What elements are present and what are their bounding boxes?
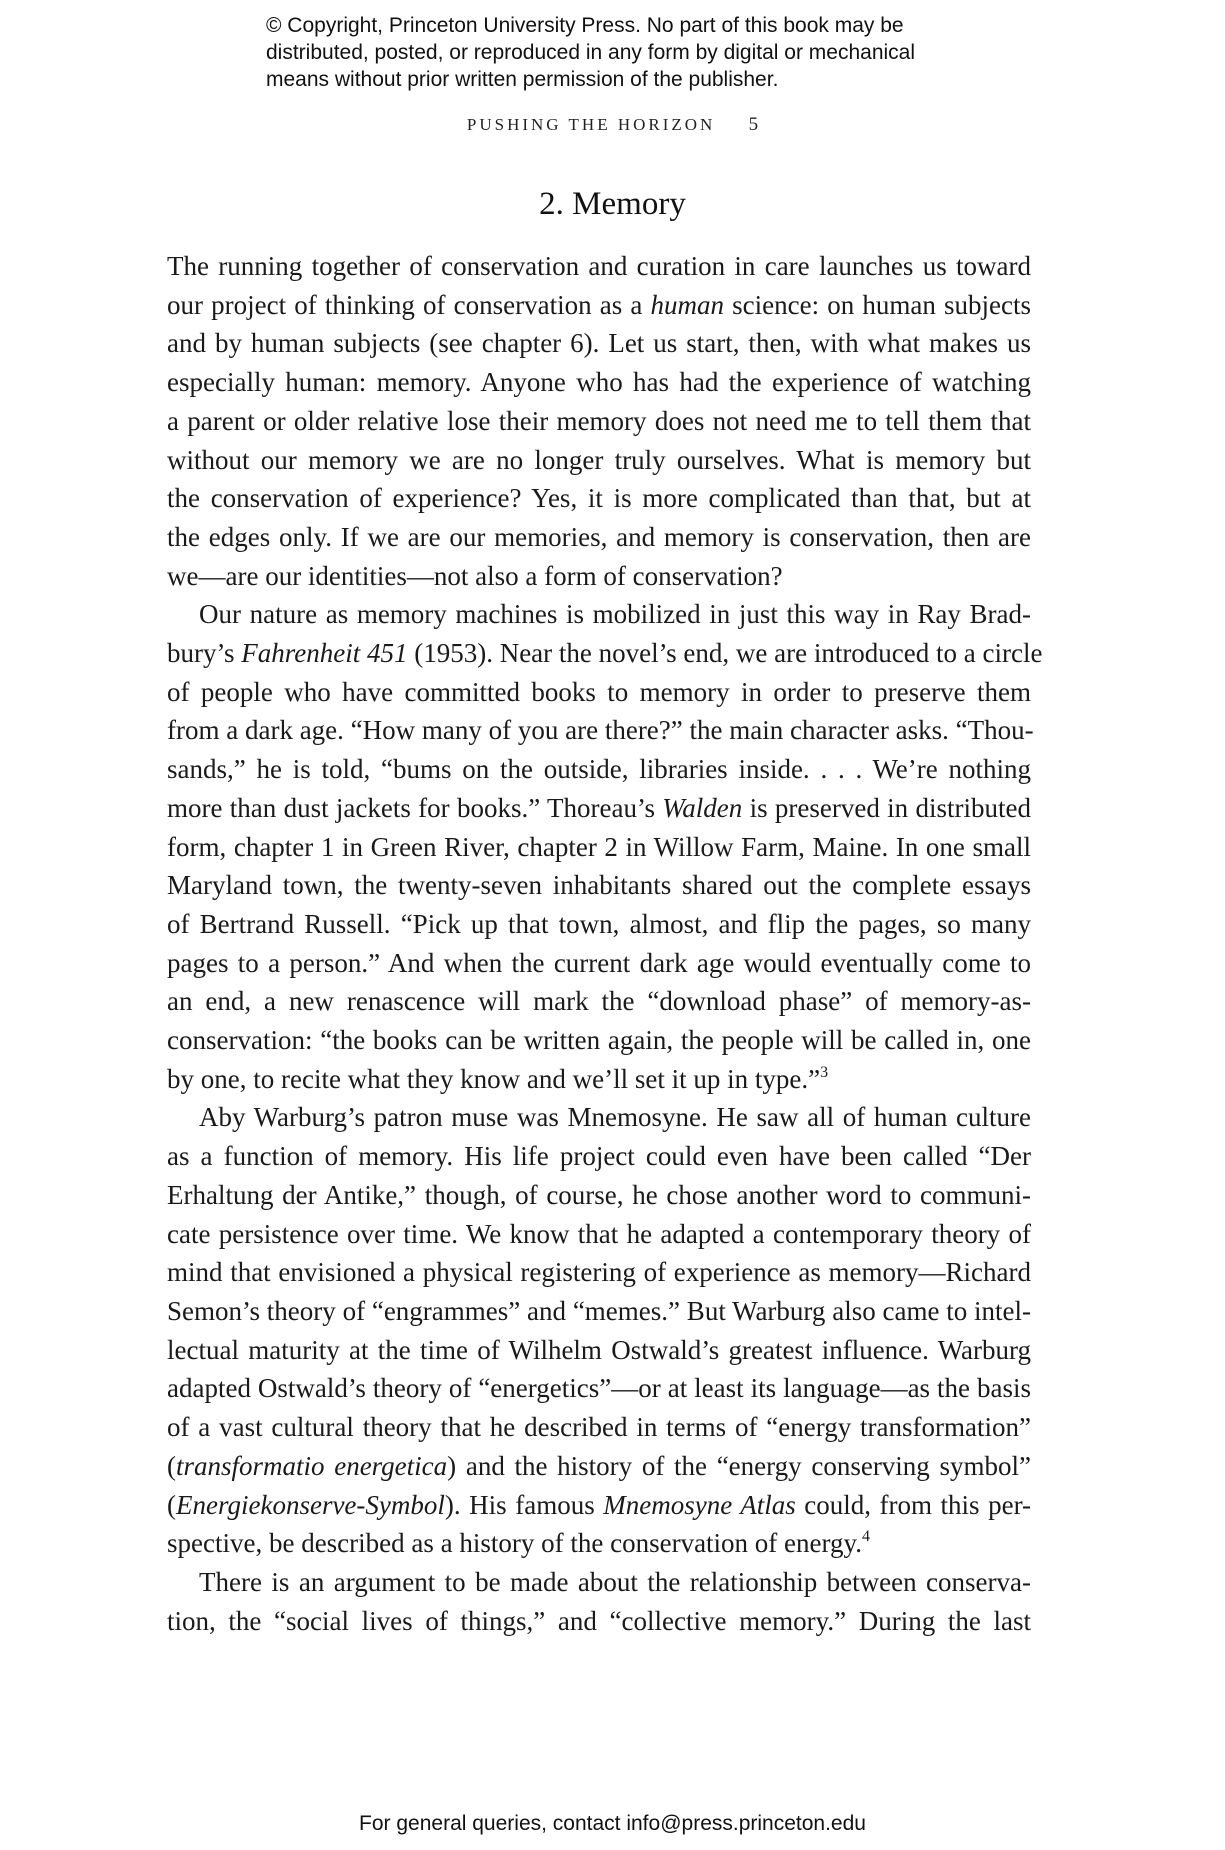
text-line: of Bertrand Russell. “Pick up that town, almost, and flip the pages, so many bbox=[167, 908, 1031, 939]
text-line: a parent or older relative lose their memory does not need me to tell them that bbox=[167, 405, 1031, 436]
text-line: Aby Warburg’s patron muse was Mnemosyne. He saw all of human culture bbox=[199, 1102, 1031, 1133]
copyright-line: distributed, posted, or reproduced in any form by digital or mechanical bbox=[266, 41, 916, 64]
text-line: tion, the “social lives of things,” and “collective memory.” During the last bbox=[167, 1605, 1031, 1636]
text-line: Erhaltung der Antike,” though, of course, he chose another word to communi- bbox=[167, 1179, 1031, 1210]
running-head bbox=[0, 114, 1225, 136]
text-line: by one, to recite what they know and we’ll set it up in type.”$^3$ bbox=[167, 1063, 829, 1094]
copyright-notice bbox=[266, 12, 986, 93]
text-line: The running together of conservation and curation in care launches us toward bbox=[167, 251, 1031, 281]
italic-text: Energiekonserve-Symbol bbox=[176, 1489, 445, 1520]
text-line: lectual maturity at the time of Wilhelm Ostwald’s greatest influence. Warburg bbox=[167, 1334, 1031, 1365]
page-number: 5 bbox=[748, 114, 759, 135]
paragraph bbox=[167, 595, 1043, 1098]
paragraph bbox=[167, 1098, 1031, 1562]
footnote-marker: 3 bbox=[820, 1063, 829, 1081]
body-text bbox=[167, 247, 1043, 1640]
text-line: mind that envisioned a physical registering of experience as memory—Richard bbox=[167, 1257, 1031, 1288]
text-line: conservation: “the books can be written again, the people will be called in, one bbox=[167, 1025, 1031, 1056]
italic-text: Mnemosyne Atlas bbox=[603, 1489, 796, 1520]
footer-contact: For general queries, contact info@press.princeton.edu bbox=[359, 1812, 866, 1835]
text-line: form, chapter 1 in Green River, chapter 2 in Willow Farm, Maine. In one small bbox=[167, 831, 1031, 862]
text-line: pages to a person.” And when the current dark age would eventually come to bbox=[167, 947, 1031, 978]
italic-text: human bbox=[650, 289, 725, 320]
text-line: Our nature as memory machines is mobilized in just this way in Ray Brad- bbox=[199, 599, 1031, 630]
text-line: the conservation of experience? Yes, it is more complicated than that, but at bbox=[167, 483, 1031, 514]
copyright-line: means without prior written permission of the publisher. bbox=[266, 68, 779, 91]
text-line: we—are our identities—not also a form of conservation? bbox=[167, 560, 783, 591]
text-line: sands,” he is told, “bums on the outside, libraries inside. . . . We’re nothing bbox=[167, 754, 1031, 785]
text-line: of a vast cultural theory that he described in terms of “energy transformation” bbox=[167, 1412, 1031, 1443]
text-line: Semon’s theory of “engrammes” and “memes.” But Warburg also came to intel- bbox=[167, 1295, 1031, 1326]
text-line: adapted Ostwald’s theory of “energetics”—or at least its language—as the basis bbox=[167, 1373, 1031, 1404]
text-line: cate persistence over time. We know that he adapted a contemporary theory of bbox=[167, 1218, 1031, 1249]
italic-text: Fahrenheit 451 bbox=[241, 638, 408, 669]
text-line: without our memory we are no longer truly ourselves. What is memory but bbox=[167, 444, 1031, 475]
text-line: Maryland town, the twenty-seven inhabitants shared out the complete essays bbox=[167, 870, 1031, 901]
text-line: especially human: memory. Anyone who has had the experience of watching bbox=[167, 367, 1031, 398]
text-line: and by human subjects (see chapter 6). Let us start, then, with what makes us bbox=[167, 328, 1031, 359]
text-line: from a dark age. “How many of you are there?” the main character asks. “Thou- bbox=[167, 715, 1034, 746]
section-title: 2. Memory bbox=[539, 186, 686, 222]
text-line: an end, a new renascence will mark the “download phase” of memory-as- bbox=[167, 986, 1031, 1017]
italic-text: Walden bbox=[662, 792, 743, 823]
text-line: as a function of memory. His life project could even have been called “Der bbox=[167, 1141, 1031, 1172]
text-line: our project of thinking of conservation as a human science: on human subjects bbox=[167, 289, 1031, 320]
footnote-marker: 4 bbox=[862, 1528, 871, 1546]
text-line: (transformatio energetica) and the history of the “energy conserving symbol” bbox=[167, 1450, 1031, 1481]
text-line: the edges only. If we are our memories, and memory is conservation, then are bbox=[167, 521, 1031, 552]
running-head-title: PUSHING THE HORIZON bbox=[466, 115, 716, 134]
text-line: (Energiekonserve-Symbol). His famous Mnemosyne Atlas could, from this per- bbox=[167, 1489, 1032, 1520]
text-line: spective, be described as a history of the conservation of energy.$^4$ bbox=[167, 1528, 871, 1559]
text-line: more than dust jackets for books.” Thoreau’s Walden is preserved in distributed bbox=[167, 792, 1031, 823]
italic-text: transformatio energetica bbox=[176, 1450, 448, 1481]
copyright-line: © Copyright, Princeton University Press. No part of this book may be bbox=[266, 14, 904, 37]
paragraph bbox=[167, 247, 1031, 595]
text-line: bury’s Fahrenheit 451 (1953). Near the novel’s end, we are introduced to a circle bbox=[167, 638, 1043, 669]
text-line: There is an argument to be made about the relationship between conserva- bbox=[199, 1566, 1031, 1597]
text-line: of people who have committed books to memory in order to preserve them bbox=[167, 676, 1031, 707]
paragraph bbox=[167, 1563, 1031, 1640]
